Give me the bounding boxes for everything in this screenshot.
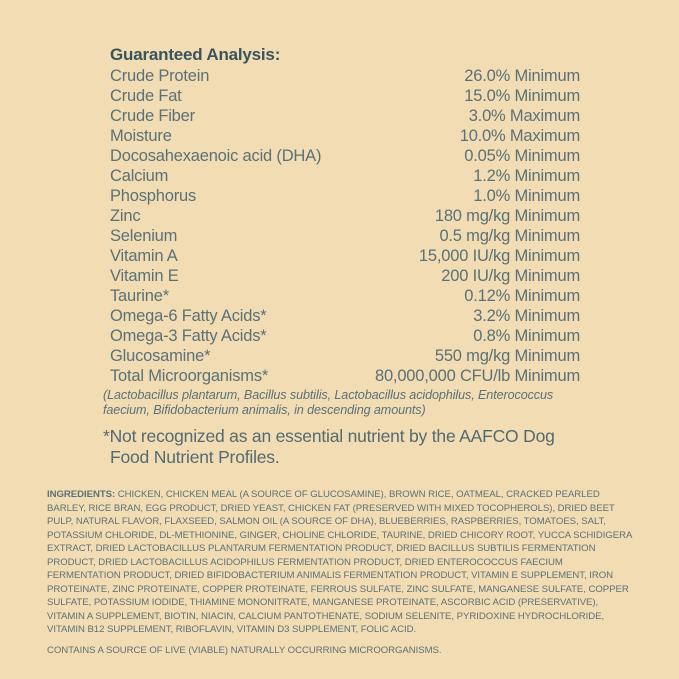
- nutrient-value: 15,000 IU/kg Minimum: [418, 247, 580, 265]
- nutrient-value: 15.0% Minimum: [464, 87, 580, 105]
- nutrient-value: 3.0% Maximum: [468, 107, 580, 125]
- analysis-row: [103, 346, 580, 366]
- nutrient-name: Vitamin A: [110, 247, 178, 265]
- nutrient-name: Zinc: [110, 207, 141, 225]
- aafco-footnote: *Not recognized as an essential nutrient by the AAFCO Dog Food Nutrient Profiles.: [103, 426, 555, 467]
- ingredients-list-text: CHICKEN, CHICKEN MEAL (A SOURCE OF GLUCOSAMINE), BROWN RICE, OATMEAL, CRACKED PEARLED BARLEY, RICE BRAN, EGG PRODUCT, DRIED YEAST, CHICKEN FAT (PRESERVED WITH MIXED TOCOPHEROLS), DRIED BEET PULP, NATURAL FLAVOR, FLAXSEED, SALMON OIL (A SOURCE OF DHA), BLUEBERRIES, RASPBERRIES, TOMATOES, SALT, POTASSIUM CHLORIDE, DL-METHIONINE, GINGER, CHOLINE CHLORIDE, TAURINE, DRIED CHICORY ROOT, YUCCA SCHIDIGERA EXTRACT, DRIED LACTOBACILLUS PLANTARUM FERMENTATION PRODUCT, DRIED BACILLUS SUBTILIS FERMENTATION PRODUCT, DRIED LACTOBACILLUS ACIDOPHILUS FERMENTATION PRODUCT, DRIED ENTEROCOCCUS FAECIUM FERMENTATION PRODUCT, DRIED BIFIDOBACTERIUM ANIMALIS FERMENTATION PRODUCT, VITAMIN E SUPPLEMENT, IRON PROTEINATE, ZINC PROTEINATE, COPPER PROTEINATE, FERROUS SULFATE, ZINC SULFATE, MANGANESE SULFATE, COPPER SULFATE, POTASSIUM IODIDE, THIAMINE MONONITRATE, MANGANESE PROTEINATE, ASCORBIC ACID (PRESERVATIVE), VITAMIN A SUPPLEMENT, BIOTIN, NIACIN, CALCIUM PANTOTHENATE, SODIUM SELENITE, PYRIDOXINE HYDROCHLORIDE, VITAMIN B12 SUPPLEMENT, RIBOFLAVIN, VITAMIN D3 SUPPLEMENT, FOLIC ACID.: [47, 489, 632, 635]
- analysis-row: [103, 226, 580, 246]
- nutrient-value: 0.05% Minimum: [464, 147, 580, 165]
- nutrient-name: Total Microorganisms*: [110, 367, 269, 385]
- analysis-row: [103, 306, 580, 326]
- nutrient-value: 0.8% Minimum: [473, 327, 580, 345]
- nutrient-value: 550 mg/kg Minimum: [434, 347, 580, 365]
- analysis-row: [103, 66, 580, 86]
- nutrient-name: Calcium: [110, 167, 169, 185]
- nutrient-name: Moisture: [110, 127, 172, 145]
- nutrient-name: Vitamin E: [110, 267, 179, 285]
- analysis-row: [103, 146, 580, 166]
- analysis-row: [103, 286, 580, 306]
- guaranteed-analysis-section: [103, 44, 580, 467]
- ingredients-section: [47, 488, 636, 657]
- analysis-row: [103, 166, 580, 186]
- nutrient-value: 1.0% Minimum: [473, 187, 580, 205]
- nutrient-name: Taurine*: [110, 287, 169, 305]
- nutrient-name: Phosphorus: [110, 187, 197, 205]
- nutrient-value: 1.2% Minimum: [473, 167, 580, 185]
- nutrient-name: Crude Protein: [110, 67, 210, 85]
- nutrient-value: 80,000,000 CFU/lb Minimum: [374, 367, 580, 385]
- nutrient-value: 200 IU/kg Minimum: [441, 267, 580, 285]
- nutrient-value: 10.0% Maximum: [459, 127, 580, 145]
- analysis-row: [103, 326, 580, 346]
- nutrient-name: Selenium: [110, 227, 178, 245]
- ingredients-paragraph: [47, 488, 636, 637]
- nutrient-name: Crude Fat: [110, 87, 182, 105]
- nutrient-value: 0.5 mg/kg Minimum: [439, 227, 580, 245]
- nutrient-value: 26.0% Minimum: [464, 67, 580, 85]
- nutrient-name: Glucosamine*: [110, 347, 211, 365]
- ingredients-label: INGREDIENTS:: [47, 489, 116, 500]
- guaranteed-analysis-heading: Guaranteed Analysis:: [110, 45, 281, 64]
- analysis-row: [103, 106, 580, 126]
- nutrient-value: 180 mg/kg Minimum: [434, 207, 580, 225]
- analysis-row: [103, 186, 580, 206]
- nutrient-name: Docosahexaenoic acid (DHA): [110, 147, 322, 165]
- analysis-row: [103, 86, 580, 106]
- analysis-row: [103, 126, 580, 146]
- contains-microorganisms-note: CONTAINS A SOURCE OF LIVE (VIABLE) NATURALLY OCCURRING MICROORGANISMS.: [47, 644, 442, 656]
- analysis-row: [103, 366, 580, 386]
- nutrient-name: Crude Fiber: [110, 107, 195, 125]
- analysis-row: [103, 246, 580, 266]
- analysis-row: [103, 206, 580, 226]
- microorganisms-species-note: (Lactobacillus plantarum, Bacillus subtilis, Lactobacillus acidophilus, Enterococcus faecium, Bifidobacterium animalis, in descending amounts): [103, 388, 554, 417]
- guaranteed-analysis-table: [103, 66, 580, 386]
- nutrient-name: Omega-6 Fatty Acids*: [110, 307, 267, 325]
- nutrient-value: 0.12% Minimum: [464, 287, 580, 305]
- nutrient-name: Omega-3 Fatty Acids*: [110, 327, 267, 345]
- nutrient-value: 3.2% Minimum: [473, 307, 580, 325]
- analysis-row: [103, 266, 580, 286]
